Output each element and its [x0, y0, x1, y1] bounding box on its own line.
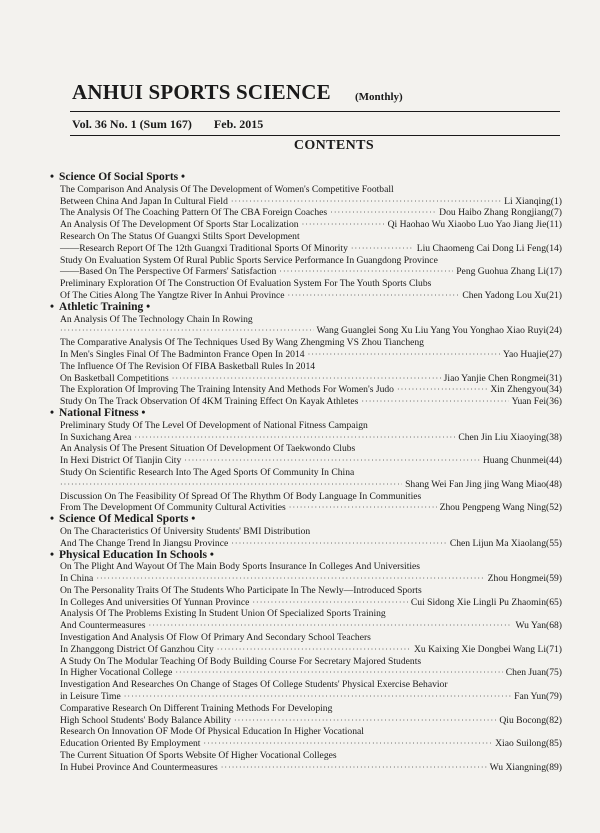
article-title-line[interactable]: The Current Situation Of Sports Website Of Higher Vocational Colleges [60, 750, 337, 762]
section-heading [50, 302, 562, 314]
bullet-icon: • [50, 300, 55, 313]
toc-entry[interactable] [50, 219, 562, 231]
article-authors-page: Yuan Fei(36) [511, 396, 562, 408]
article-title-line[interactable]: An Analysis Of The Present Situation Of Development Of Taekwondo Clubs [60, 443, 356, 455]
article-title-line: In Men's Singles Final Of The Badminton France Open In 2014 [60, 348, 305, 360]
article-authors-page: Xiao Suilong(85) [495, 738, 562, 750]
dot-leader [397, 384, 487, 396]
dot-leader [361, 396, 508, 408]
toc-entry[interactable] [50, 243, 562, 255]
issue-date: Feb. 2015 [213, 117, 264, 131]
dot-leader [330, 207, 436, 219]
article-title-line: Between China And Japan In Cultural Field [60, 195, 228, 207]
dot-leader [289, 502, 437, 514]
toc-entry[interactable] [50, 738, 562, 750]
article-title-line: In Hexi District Of Tianjin City [60, 455, 182, 467]
section-title: Science Of Social Sports • [59, 171, 186, 183]
toc-entry[interactable] [50, 762, 562, 774]
article-title-line[interactable]: Analysis Of The Problems Existing In Student Union Of Specialized Sports Training [60, 608, 386, 620]
contents-heading: CONTENTS [293, 138, 375, 153]
article-authors-page: Xin Zhengyou(34) [490, 384, 562, 396]
dot-leader [60, 479, 402, 491]
article-title-line[interactable]: Investigation And Researches On Change of Stages Of College Students' Physical Exercise Behavior [60, 679, 448, 691]
dot-leader [149, 620, 513, 632]
section-heading [50, 514, 562, 526]
article-title-line: And The Change Trend In Jiangsu Province [60, 537, 229, 549]
section-heading [50, 172, 562, 184]
dot-leader [124, 691, 511, 703]
journal-title: ANHUI SPORTS SCIENCE [72, 80, 331, 104]
dot-leader [60, 325, 314, 337]
toc-entry[interactable] [50, 597, 562, 609]
toc-entry[interactable] [50, 620, 562, 632]
article-authors-page: Li Xianqing(1) [504, 195, 562, 207]
article-title-line: An Analysis Of The Development Of Sports Star Localization [60, 219, 299, 231]
section-title: Physical Education In Schools • [59, 548, 214, 561]
article-authors-page: Liu Chaomeng Cai Dong Li Feng(14) [416, 242, 562, 254]
article-authors-page: Dou Haibo Zhang Rongjiang(7) [439, 207, 562, 219]
bullet-icon: • [50, 513, 55, 526]
volume-line [72, 117, 263, 132]
article-title-line[interactable]: The Comparative Analysis Of The Techniques Used By Wang Zhengming VS Zhou Tiancheng [60, 337, 424, 349]
article-title-line: Of The Cities Along The Yangtze River In Anhui Province [60, 289, 285, 301]
article-authors-page: Chen Juan(75) [505, 667, 562, 679]
article-authors-page: Cui Sidong Xie Lingli Pu Zhaomin(65) [410, 596, 562, 608]
dot-leader [288, 290, 460, 302]
toc-entry[interactable] [50, 573, 562, 585]
article-title-line: In Higher Vocational College [60, 667, 173, 679]
article-title-line: In Colleges And universities Of Yunnan Province [60, 596, 250, 608]
article-authors-page: Wu Xiangning(89) [489, 761, 562, 773]
dot-leader [231, 196, 501, 208]
journal-frequency: (Monthly) [355, 91, 403, 103]
article-authors-page: Fan Yun(79) [514, 691, 562, 703]
article-authors-page: Chen Yadong Lou Xu(21) [462, 289, 562, 301]
toc-entry[interactable] [50, 373, 562, 385]
article-title-line: ——Research Report Of The 12th Guangxi Traditional Sports Of Minority [60, 242, 348, 254]
section-title: Athletic Training • [59, 300, 151, 313]
article-title-line: ——Based On The Perspective Of Farmers' Satisfaction [60, 266, 277, 278]
dot-leader [221, 762, 487, 774]
article-title-line[interactable]: A Study On The Modular Teaching Of Body Building Course For Secretary Majored Students [60, 655, 422, 667]
article-title-line[interactable]: An Analysis Of The Technology Chain In Rowing [60, 313, 253, 325]
dot-leader [308, 349, 500, 361]
article-authors-page: Huang Chunmei(44) [482, 455, 562, 467]
article-title-line[interactable]: The Influence Of The Revision Of FIBA Basketball Rules In 2014 [60, 360, 316, 372]
dot-leader [351, 243, 414, 255]
toc-entry[interactable] [50, 479, 562, 491]
table-of-contents [50, 172, 562, 774]
section-heading [50, 408, 562, 420]
dot-leader [96, 573, 484, 585]
article-title-line: And Countermeasures [60, 620, 146, 632]
article-title-line[interactable]: The Comparison And Analysis Of The Development of Women's Competitive Football [60, 183, 394, 195]
dot-leader [234, 715, 496, 727]
article-authors-page: Zhou Pengpeng Wang Ning(52) [439, 502, 562, 514]
toc-entry[interactable] [50, 325, 562, 337]
article-title-line[interactable]: Preliminary Exploration Of The Construction Of Evaluation System For The Youth Sports Clubs [60, 278, 432, 290]
dot-leader [302, 219, 385, 231]
toc-entry[interactable] [50, 207, 562, 219]
article-title-line: In Suxichang Area [60, 431, 132, 443]
article-title-line[interactable]: Study On Evaluation System Of Rural Public Sports Service Performance In Guangdong Province [60, 254, 438, 266]
article-authors-page: Xu Kaixing Xie Dongbei Wang Li(71) [414, 643, 562, 655]
section-title: National Fitness • [59, 406, 146, 419]
article-title-line: In China [60, 573, 94, 585]
article-authors-page: Chen Lijun Ma Xiaolang(55) [449, 537, 562, 549]
article-title-line: Study On The Track Observation Of 4KM Training Effect On Kayak Athletes [60, 396, 359, 408]
dot-leader [279, 266, 453, 278]
dot-leader [175, 667, 502, 679]
article-title-line[interactable]: Investigation And Analysis Of Flow Of Primary And Secondary School Teachers [60, 632, 371, 644]
article-authors-page: Shang Wei Fan Jing jing Wang Miao(48) [405, 478, 562, 490]
dot-leader [231, 538, 447, 550]
toc-entry[interactable] [50, 715, 562, 727]
toc-entry[interactable] [50, 644, 562, 656]
dot-leader [203, 738, 492, 750]
article-title-line: Education Oriented By Employment [60, 738, 201, 750]
toc-entry[interactable] [50, 196, 562, 208]
article-title-line[interactable]: On The Characteristics Of University Students' BMI Distribution [60, 525, 311, 537]
article-title-line: The Exploration Of Improving The Training Intensity And Methods For Women's Judo [60, 384, 394, 396]
article-title-line[interactable]: Study On Scientific Research Into The Aged Sports Of Community In China [60, 466, 355, 478]
bullet-icon: • [50, 406, 55, 419]
toc-entry[interactable] [50, 349, 562, 361]
article-title-line[interactable]: On The Personality Traits Of The Students Who Participate In The Newly—Introduced Sports [60, 584, 422, 596]
article-title-line[interactable]: Comparative Research On Different Training Methods For Developing [60, 702, 333, 714]
toc-entry[interactable] [50, 384, 562, 396]
bullet-icon: • [50, 171, 55, 183]
article-title-line: The Analysis Of The Coaching Pattern Of The CBA Foreign Coaches [60, 207, 328, 219]
section-title: Science Of Medical Sports • [59, 513, 196, 526]
toc-entry[interactable] [50, 455, 562, 467]
toc-entry[interactable] [50, 667, 562, 679]
article-authors-page: Zhou Hongmei(59) [487, 573, 562, 585]
article-authors-page: Qiu Bocong(82) [499, 714, 562, 726]
toc-entry[interactable] [50, 691, 562, 703]
dot-leader [252, 597, 408, 609]
article-authors-page: Yao Huajie(27) [503, 348, 562, 360]
volume-info: Vol. 36 No. 1 (Sum 167) [72, 117, 192, 131]
section-heading [50, 550, 562, 562]
article-authors-page: Jiao Yanjie Chen Rongmei(31) [443, 372, 562, 384]
article-title-line: In Zhanggong District Of Ganzhou City [60, 643, 214, 655]
article-authors-page: Chen Jin Liu Xiaoying(38) [458, 431, 562, 443]
article-title-line[interactable]: Preliminary Study Of The Level Of Development of National Fitness Campaign [60, 419, 368, 431]
article-title-line[interactable]: Research On Innovation OF Mode Of Physical Education In Higher Vocational [60, 726, 364, 738]
article-title-line[interactable]: Research On The Status Of Guangxi Stilts Sport Development [60, 230, 300, 242]
article-title-line: in Leisure Time [60, 691, 121, 703]
toc-entry[interactable] [50, 266, 562, 278]
article-authors-page: Qi Haohao Wu Xiaobo Luo Yao Jiang Jie(11) [387, 219, 562, 231]
header-rule [70, 111, 560, 112]
dot-leader [184, 455, 480, 467]
dot-leader [172, 373, 441, 385]
article-authors-page: Wang Guanglei Song Xu Liu Yang You Yonghao Xiao Ruyi(24) [316, 325, 562, 337]
subheader-rule [70, 135, 560, 136]
toc-entry[interactable] [50, 432, 562, 444]
article-title-line: From The Development Of Community Cultural Activities [60, 502, 286, 514]
dot-leader [217, 644, 411, 656]
bullet-icon: • [50, 548, 55, 561]
article-authors-page: Wu Yan(68) [515, 620, 562, 632]
article-authors-page: Peng Guohua Zhang Li(17) [456, 266, 562, 278]
dot-leader [134, 432, 455, 444]
article-title-line[interactable]: On The Plight And Wayout Of The Main Body Sports Insurance In Colleges And Universities [60, 561, 421, 573]
article-title-line: On Basketball Competitions [60, 372, 169, 384]
article-title-line: High School Students' Body Balance Ability [60, 714, 231, 726]
article-title-line: In Hubei Province And Countermeasures [60, 761, 218, 773]
article-title-line[interactable]: Discussion On The Feasibility Of Spread Of The Rhythm Of Body Language In Communities [60, 490, 422, 502]
